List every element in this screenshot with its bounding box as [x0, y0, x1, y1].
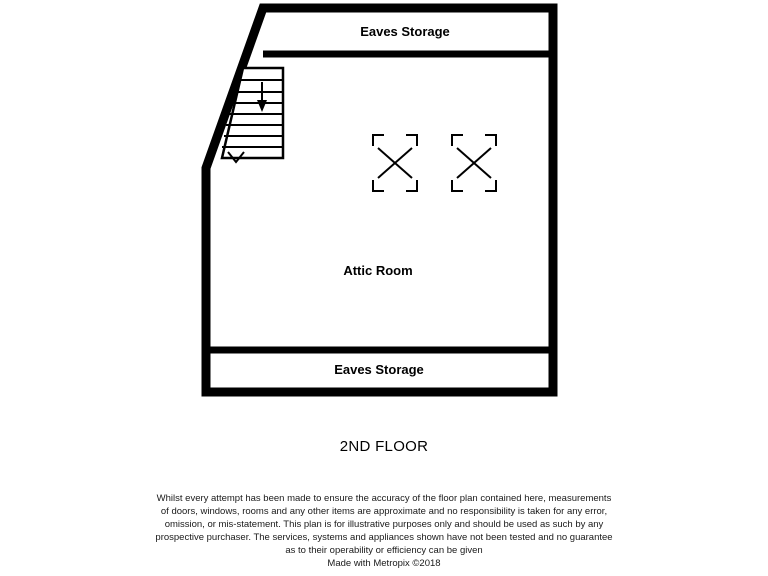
floor-title: 2ND FLOOR — [339, 438, 429, 455]
disclaimer-block — [124, 492, 644, 570]
disclaimer-line-5: as to their operability or efficiency can be given — [285, 545, 483, 556]
metropix-credit: Made with Metropix ©2018 — [327, 558, 441, 569]
room-label-eaves-storage-bottom: Eaves Storage — [334, 362, 424, 377]
disclaimer-line-1: Whilst every attempt has been made to ensure the accuracy of the floor plan contained here, measurements — [156, 493, 612, 504]
disclaimer-line-3: omission, or mis-statement. This plan is for illustrative purposes only and should be used as such by any — [164, 519, 604, 530]
disclaimer-line-4: prospective purchaser. The services, systems and appliances shown have not been tested and no guarantee — [155, 532, 613, 543]
room-label-eaves-storage-top: Eaves Storage — [360, 24, 450, 39]
building-outline — [206, 8, 553, 392]
room-label-attic-room: Attic Room — [343, 263, 413, 278]
outer-walls — [206, 8, 553, 392]
disclaimer-line-2: of doors, windows, rooms and any other items are approximate and no responsibility is taken for any error, — [160, 506, 608, 517]
staircase — [222, 68, 283, 162]
